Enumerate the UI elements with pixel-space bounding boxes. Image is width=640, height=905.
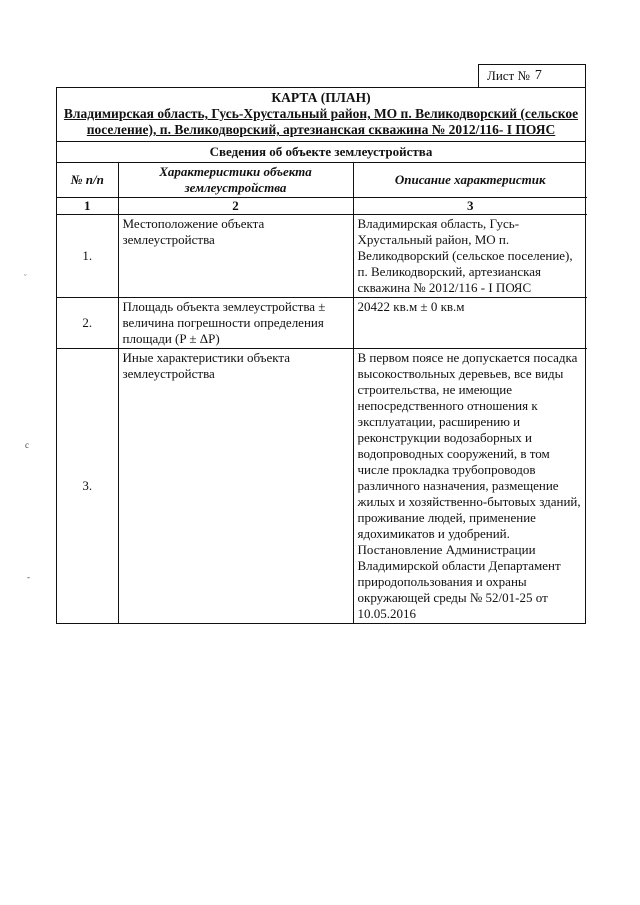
characteristics-table	[57, 163, 587, 623]
column-index-3: 3	[353, 198, 587, 215]
header-characteristic: Характеристики объекта землеустройства	[118, 163, 353, 198]
row-description: 20422 кв.м ± 0 кв.м	[353, 298, 587, 349]
table-row	[57, 349, 587, 624]
margin-mark: ᵕ	[24, 270, 27, 280]
document-subtitle: Владимирская область, Гусь-Хрустальный район, МО п. Великодворский (сельское поселение), п. Великодворский, артезианская скважина № 2012/116- I ПОЯС	[63, 106, 579, 137]
row-number: 2.	[57, 298, 118, 349]
section-heading: Сведения об объекте землеустройства	[57, 142, 585, 163]
row-description: Владимирская область, Гусь-Хрустальный район, МО п. Великодворский (сельское поселение), п. Великодворский, артезианская скважина № 2012/116 - I ПОЯС	[353, 215, 587, 298]
row-characteristic: Иные характеристики объекта землеустройства	[118, 349, 353, 624]
header-number: № п/п	[57, 163, 118, 198]
row-characteristic: Местоположение объекта землеустройства	[118, 215, 353, 298]
row-description: В первом поясе не допускается посадка высокоствольных деревьев, все виды строительства, не имеющие непосредственного отношения к эксплуатации, расширению и реконструкции водозаборных и водопроводных сооружений, в том числе прокладка трубопроводов различного назначения, размещение жилых и хозяйственно-бытовых зданий, проживание людей, применение ядохимикатов и удобрений. Постановление Администрации Владимирской области Департамент природопользования и охраны окружающей среды № 52/01-25 от 10.05.2016	[353, 349, 587, 624]
row-number: 3.	[57, 349, 118, 624]
row-number: 1.	[57, 215, 118, 298]
document-frame	[56, 87, 586, 624]
margin-mark: c	[25, 440, 29, 450]
document-title: КАРТА (ПЛАН)	[271, 90, 371, 105]
sheet-label: Лист №	[487, 68, 530, 83]
sheet-number: 7	[534, 68, 542, 83]
title-block	[57, 88, 585, 142]
table-header-row	[57, 163, 587, 198]
row-characteristic: Площадь объекта землеустройства ± величина погрешности определения площади (P ± ΔP)	[118, 298, 353, 349]
table-row	[57, 215, 587, 298]
column-index-2: 2	[118, 198, 353, 215]
column-index-row	[57, 198, 587, 215]
sheet-number-box	[478, 64, 586, 88]
header-description: Описание характеристик	[353, 163, 587, 198]
margin-mark: -	[27, 572, 30, 582]
table-row	[57, 298, 587, 349]
column-index-1: 1	[57, 198, 118, 215]
